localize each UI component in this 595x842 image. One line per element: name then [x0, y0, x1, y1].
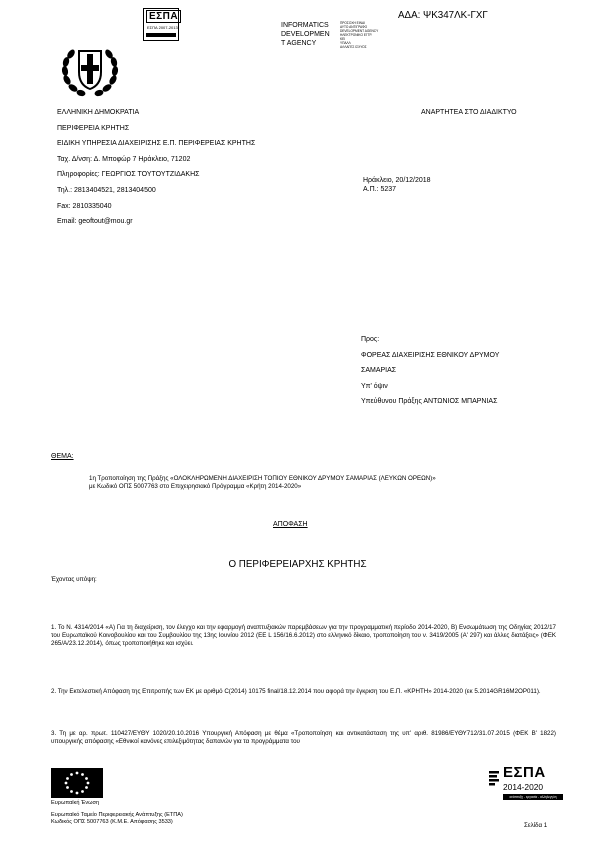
paragraph-2: 2. Την Εκτελεστική Απόφαση της Επιτροπής των ΕΚ με αριθμό C(2014) 10175 final/18.12.2014 που αφορά την έγκριση του Ε.Π. «ΚΡΗΤΗ» 2014-2020 (εκ 5.2014GR16M2OP011). — [51, 688, 541, 695]
recipient-block — [361, 335, 499, 413]
sender-line: Fax: 2810335040 — [57, 202, 112, 210]
subject-label: ΘΕΜΑ: — [51, 453, 74, 460]
sender-line: Πληροφορίες: ΓΕΩΡΓΙΟΣ ΤΟΥΤΟΥΤΖΙΔΑΚΗΣ — [57, 171, 200, 179]
sender-line: Ταχ. Δ/νση: Δ. Μποφώρ 7 Ηράκλειο, 71202 — [57, 155, 191, 163]
espa-bottom-years: 2014-2020 — [503, 782, 544, 792]
sender-line: ΕΙΔΙΚΗ ΥΠΗΡΕΣΙΑ ΔΙΑΧΕΙΡΙΣΗΣ Ε.Π. ΠΕΡΙΦΕΡΕΙΑΣ ΚΡΗΤΗΣ — [57, 140, 256, 148]
authority-title: Ο ΠΕΡΙΦΕΡΕΙΑΡΧΗΣ ΚΡΗΤΗΣ — [228, 559, 367, 570]
espa-top-logo — [143, 8, 179, 41]
sender-line: ΕΛΛΗΝΙΚΗ ΔΗΜΟΚΡΑΤΙΑ — [57, 109, 140, 116]
recipient-line: Υπ' όψιν — [361, 382, 388, 390]
ida-small-text — [340, 21, 378, 49]
sender-email: Email: geoftout@mou.gr — [57, 218, 133, 226]
eu-flag-icon — [51, 768, 103, 798]
paragraph-1: 1. Το Ν. 4314/2014 «Α) Για τη διαχείριση, τον έλεγχο και την εφαρμογή αναπτυξιακών παρεμβάσεων για την προγραμματική περίοδο 2014-2020, Β) Ενσωμάτωση της Οδηγίας 2012/17 του Ευρωπαϊκού Κοινοβουλίου και του Συμβουλίου της 13ης Ιουνίου 2012 (ΕΕ L 156/16.6.2012) στο ελληνικό δίκαιο, τροποποίηση του ν. 3419/2005 (Α' 297) και άλλες διατάξεις» (ΦΕΚ 265/Α/23.12.2014), όπως τροποποιήθηκε και ισχύει. — [51, 624, 556, 647]
page-number: Σελίδα 1 — [524, 822, 548, 829]
espa-top-logo-word: ΕΣΠΑ — [146, 10, 181, 23]
ida-logo-text — [281, 21, 330, 48]
ida-small-line: ΠΡΟΣΟΧΗ ΕΙΝΑΙ — [340, 21, 365, 25]
recipient-label: Προς: — [361, 336, 380, 343]
document-date: Ηράκλειο, 20/12/2018 — [363, 177, 431, 184]
protocol-number: Α.Π.: 5237 — [363, 186, 397, 193]
ada-code: ΑΔΑ: ΨΚ347ΛΚ-ΓΧΓ — [398, 10, 488, 21]
greek-emblem-icon — [58, 40, 122, 100]
subject-line: με Κωδικό ΟΠΣ 5007763 στο Επιχειρησιακό Πρόγραμμα «Κρήτη 2014-2020» — [89, 483, 302, 490]
espa-bottom-strip: ανάπτυξη - εργασία - αλληλεγγύη — [503, 794, 563, 800]
fund-block — [51, 812, 183, 826]
espa-bottom-logo — [489, 765, 565, 807]
posting-notice: ΑΝΑΡΤΗΤΕΑ ΣΤΟ ΔΙΑΔΙΚΤΥΟ — [421, 109, 517, 116]
recipient-line: ΣΑΜΑΡΙΑΣ — [361, 367, 397, 374]
decision-title: ΑΠΟΦΑΣΗ — [273, 521, 308, 528]
eu-label: Ευρωπαϊκή Ένωση — [51, 800, 100, 806]
sender-line: Τηλ.: 2813404521, 2813404500 — [57, 186, 156, 194]
espa-top-logo-bar — [146, 33, 176, 37]
sender-block — [57, 108, 255, 233]
ida-small-line: ΑΥΤΟ ΑΝΤΙΓΡΑΦΟ — [340, 25, 368, 29]
espa-bottom-word: ΕΣΠΑ — [503, 764, 546, 781]
ida-line: DEVELOPMEN — [281, 31, 330, 38]
fund-line: Ευρωπαϊκό Ταμείο Περιφερειακής Ανάπτυξης (ΕΤΠΑ) — [51, 812, 183, 818]
recipient-line: ΦΟΡΕΑΣ ΔΙΑΧΕΙΡΙΣΗΣ ΕΘΝΙΚΟΥ ΔΡΥΜΟΥ — [361, 351, 500, 359]
ida-small-line: ΗΛΕΚΤΡΟΝΙΚΟ ΕΓΓΡ. — [340, 33, 373, 37]
ida-small-line: ΑΛΛΑΓΕΣ ΙΣΧΥΟΣ — [340, 45, 367, 49]
sender-line: ΠΕΡΙΦΕΡΕΙΑ ΚΡΗΤΗΣ — [57, 124, 130, 132]
ida-line: INFORMATICS — [281, 22, 329, 29]
ida-small-line: DEVELOPMENT AGENCY — [340, 29, 379, 33]
subject-text — [89, 475, 436, 491]
ida-line: T AGENCY — [281, 40, 317, 47]
espa-top-logo-sub: ΕΣΠΑ 2007-2013 — [147, 25, 178, 30]
ida-small-line: ΚΕΙ — [340, 37, 346, 41]
paragraph-3: 3. Τη με αρ. πρωτ. 110427/ΕΥΘΥ 1020/20.10.2016 Υπουργική Απόφαση με θέμα «Τροποποίηση και αντικατάσταση της υπ' αριθ. 81986/ΕΥΘΥ712/31.07.2015 (ΦΕΚ Β' 1822) υπουργικής απόφασης «Εθνικοί κανόνες επιλεξιμότητας δαπανών για τα προγράμματα του — [51, 730, 556, 745]
fund-line: Κωδικός ΟΠΣ 5007763 (Κ.Μ.Ε. Απόφασης 3533) — [51, 819, 173, 825]
having-considered: Έχοντας υπόψη: — [51, 576, 97, 583]
espa-bars-icon — [489, 769, 501, 789]
ida-small-line: ΥΠΑΛΛ — [340, 41, 351, 45]
recipient-line: Υπεύθυνου Πράξης ΑΝΤΩΝΙΟΣ ΜΠΑΡΝΙΑΣ — [361, 398, 498, 405]
subject-line: 1η Τροποποίηση της Πράξης «ΟΛΟΚΛΗΡΩΜΕΝΗ ΔΙΑΧΕΙΡΙΣΗ ΤΟΠΙΟΥ ΕΘΝΙΚΟΥ ΔΡΥΜΟΥ ΣΑΜΑΡΙΑΣ (ΛΕΥΚΩΝ ΟΡΕΩΝ)» — [89, 475, 436, 482]
date-block — [363, 176, 431, 194]
